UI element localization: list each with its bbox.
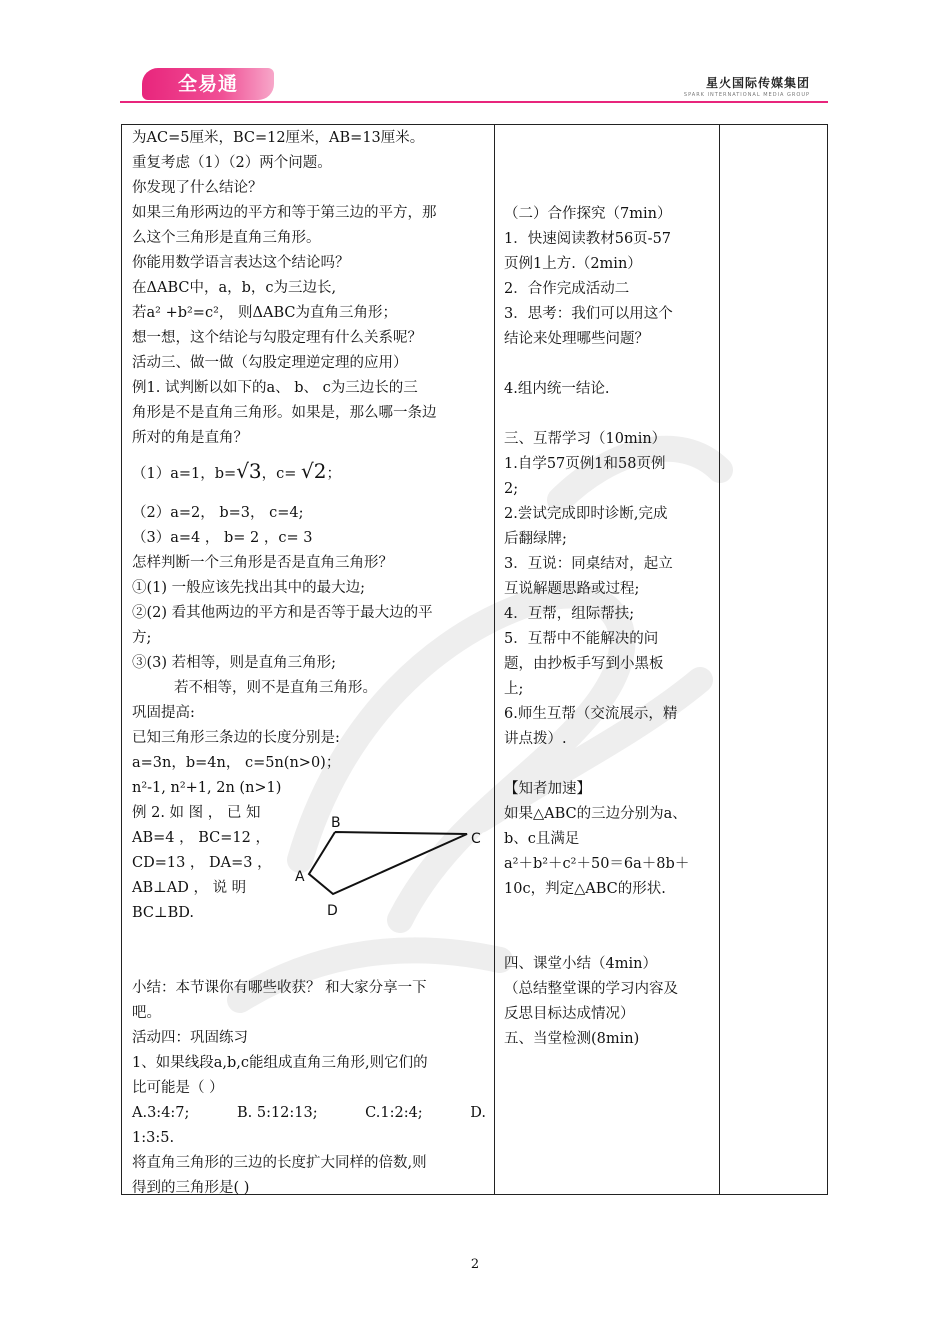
text-line: 2;: [504, 481, 519, 497]
text-line: 4.组内统一结论.: [504, 381, 610, 397]
text-line: 结论来处理哪些问题？: [504, 331, 649, 347]
text-line: a=3n，b=4n， c=5n(n>0)；: [132, 755, 341, 771]
section-heading: 三、互帮学习（10min）: [504, 431, 667, 447]
text-line: ①(1) 一般应该先找出其中的最大边;: [132, 580, 366, 596]
text-line: 2．合作完成活动二: [504, 281, 630, 297]
text-line: 所对的角是直角？: [132, 430, 248, 446]
text-line: 10c，判定△ABC的形状.: [504, 881, 666, 897]
text-line: 1.自学57页例1和58页例: [504, 456, 666, 472]
text-line: 吧。: [132, 1005, 161, 1021]
text-line: 已知三角形三条边的长度分别是:: [132, 730, 340, 746]
option-c: C.1:2:4;: [365, 1105, 423, 1121]
text-line: 巩固提高:: [132, 705, 195, 721]
question-2: （2）a=2， b=3， c=4;: [132, 505, 304, 521]
section-heading: （二）合作探究（7min）: [504, 206, 672, 222]
text-line: 3．思考：我们可以用这个: [504, 306, 673, 322]
sqrt-2: √2: [301, 459, 327, 483]
vertex-label-b: B: [331, 815, 341, 831]
text-line: 页例1上方.（2min）: [504, 256, 642, 272]
text-line: ③(3) 若相等，则是直角三角形;: [132, 655, 337, 671]
teaching-content-column: [132, 125, 486, 1201]
text-line: 6.师生互帮（交流展示，精: [504, 706, 678, 722]
text-line: 1．快速阅读教材56页-57: [504, 231, 672, 247]
text-line: 如果△ABC的三边分别为a、: [504, 806, 687, 822]
text-line: 上;: [504, 681, 524, 697]
text-line: 题，由抄板手写到小黑板: [504, 656, 664, 672]
option-a: A.3:4:7;: [132, 1105, 190, 1121]
text-line: 3．互说：同桌结对，起立: [504, 556, 673, 572]
text-line: 想一想，这个结论与勾股定理有什么关系呢？: [132, 330, 422, 346]
text-line: 互说解题思路或过程;: [504, 581, 640, 597]
section-heading: 五、当堂检测(8min): [504, 1031, 640, 1047]
example-2-line: 例 2. 如 图 ， 已 知: [132, 805, 261, 821]
text-line: n²-1, n²+1, 2n (n>1): [132, 780, 282, 796]
text-line: 1、如果线段a,b,c能组成直角三角形,则它们的: [132, 1055, 428, 1071]
vertex-label-d: D: [327, 903, 338, 919]
sqrt-3: √3: [236, 459, 262, 483]
text-line: 为AC=5厘米，BC=12厘米，AB=13厘米。: [132, 130, 425, 146]
section-heading: 活动四：巩固练习: [132, 1030, 248, 1046]
vertex-label-a: A: [295, 869, 305, 885]
text-line: 角形是不是直角三角形。如果是，那么哪一条边: [132, 405, 437, 421]
question-1: [132, 451, 486, 491]
text-line: 例1. 试判断以如下的a、 b、 c为三边长的三: [132, 380, 418, 396]
text-line: 1:3:5.: [132, 1130, 175, 1146]
text-line: 2.尝试完成即时诊断,完成: [504, 506, 668, 522]
text-line: 5．互帮中不能解决的问: [504, 631, 659, 647]
text-line: 如果三角形两边的平方和等于第三边的平方，那: [132, 205, 437, 221]
text-line: 若不相等，则不是直角三角形。: [174, 680, 377, 696]
text-line: 小结：本节课你有哪些收获？ 和大家分享一下: [132, 980, 427, 996]
section-heading: 四、课堂小结（4min）: [504, 956, 657, 972]
q1-end: ；: [326, 466, 342, 482]
lesson-table: [121, 124, 828, 1195]
column-divider: [719, 125, 720, 1194]
text-line: 你发现了什么结论？: [132, 180, 263, 196]
text-line: 重复考虑（1）（2）两个问题。: [132, 155, 332, 171]
text-line: 么这个三角形是直角三角形。: [132, 230, 321, 246]
example-2-line: AB=4 ， BC=12 ，: [132, 830, 270, 846]
text-line: 将直角三角形的三边的长度扩大同样的倍数,则: [132, 1155, 427, 1171]
text-line: 得到的三角形是( ): [132, 1180, 250, 1196]
text-line: 讲点拨）.: [504, 731, 567, 747]
section-heading: 【知者加速】: [504, 781, 591, 797]
answer-options: [132, 1101, 486, 1126]
vertex-label-c: C: [471, 831, 481, 847]
header-divider: [120, 101, 828, 103]
q1-prefix: （1）a=1，b=: [132, 466, 237, 482]
example-2-line: CD=13 ， DA=3 ，: [132, 855, 272, 871]
quadrilateral-figure: [285, 806, 481, 921]
text-line: 若a² +b²=c²， 则ΔABC为直角三角形；: [132, 305, 397, 321]
text-line: 你能用数学语言表达这个结论吗？: [132, 255, 350, 271]
learning-process-column: [504, 125, 716, 1052]
option-d: D.: [470, 1105, 486, 1121]
equation-line: a²＋b²＋c²＋50＝6a＋8b＋: [504, 856, 690, 872]
column-divider: [494, 125, 495, 1194]
text-line: 4．互帮，组际帮扶;: [504, 606, 635, 622]
text-line: 在ΔABC中，a，b，c为三边长,: [132, 280, 337, 296]
text-line: 反思目标达成情况）: [504, 1006, 635, 1022]
section-heading: 活动三、做一做（勾股定理逆定理的应用）: [132, 355, 408, 371]
text-line: （总结整堂课的学习内容及: [504, 981, 678, 997]
page-header: [120, 60, 828, 104]
text-line: ②(2) 看其他两边的平方和是否等于最大边的平: [132, 605, 433, 621]
text-line: 比可能是（ ）: [132, 1080, 224, 1096]
q1-mid: ，c=: [261, 466, 297, 482]
option-b: B. 5:12:13;: [236, 1105, 318, 1121]
text-line: 怎样判断一个三角形是否是直角三角形？: [132, 555, 393, 571]
text-line: 后翻绿牌;: [504, 531, 567, 547]
text-line: b、c且满足: [504, 831, 580, 847]
page-number: 2: [470, 1257, 480, 1272]
example-2-line: BC⊥BD.: [132, 905, 195, 921]
publisher-name: 星火国际传媒集团: [705, 76, 810, 90]
publisher-name-en: SPARK INTERNATIONAL MEDIA GROUP: [683, 92, 810, 98]
publisher-brand: [684, 74, 810, 98]
text-line: 方;: [132, 630, 152, 646]
example-2-line: AB⊥AD ， 说 明: [132, 880, 247, 896]
question-3: （3）a=4 ， b= 2 ，c= 3: [132, 530, 313, 546]
quadrilateral-outline: [309, 832, 467, 894]
brand-logo: 全易通: [142, 68, 274, 100]
